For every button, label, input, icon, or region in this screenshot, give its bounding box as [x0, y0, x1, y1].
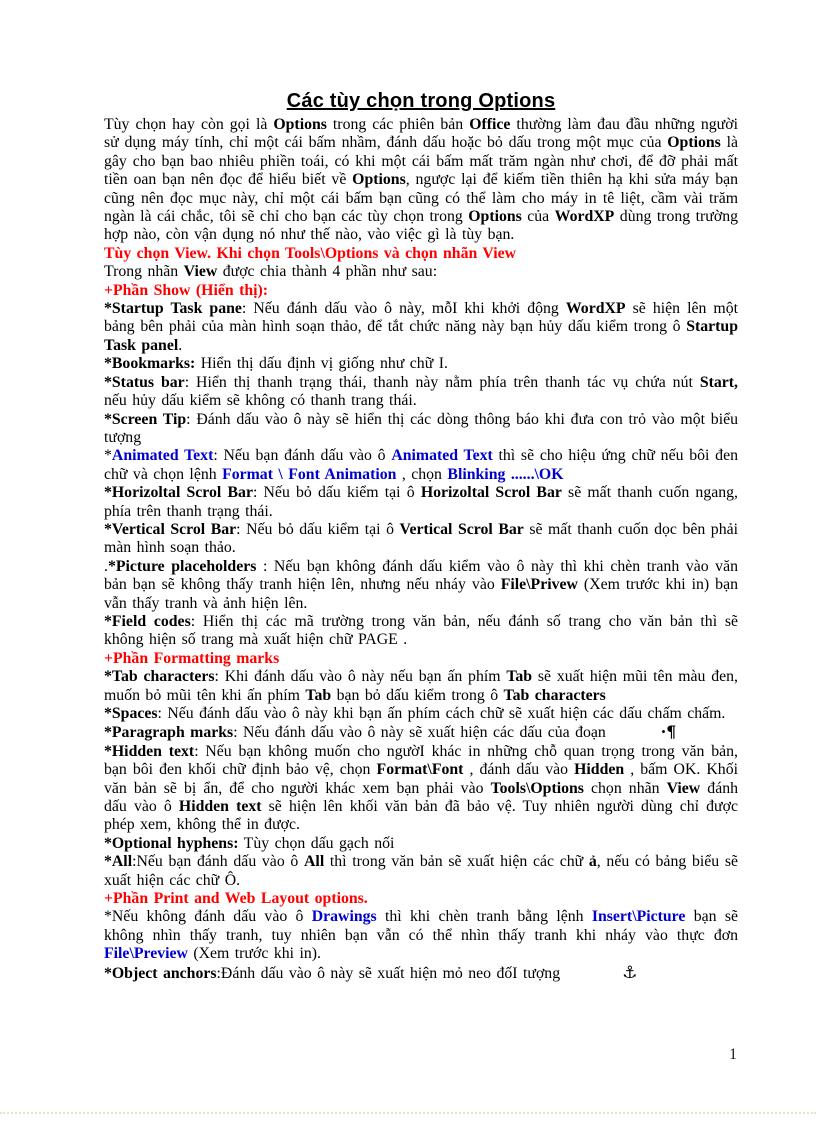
text-segment: *Screen Tip [104, 410, 187, 428]
text-segment: *Startup Task pane [104, 300, 242, 318]
text-segment: *Object anchors [104, 964, 217, 982]
page-number: 1 [729, 1046, 737, 1063]
text-segment: là gây cho bạn bao nhiêu phiền toái, có khi một cái bấm mất trăm ngàn như chơi, để đỡ phải mất tiền oan bạn nên đọc để hiểu biết về [104, 134, 738, 189]
text-segment: Horizoltal Scrol Bar [420, 484, 562, 502]
text-segment: chọn nhãn [583, 779, 667, 797]
text-segment: * [104, 447, 112, 465]
paragraph [104, 723, 738, 742]
text-segment: : Nếu bỏ dấu kiểm tại ô [252, 484, 421, 502]
text-segment: thì trong văn bản sẽ xuất hiện các chữ [324, 853, 589, 871]
text-segment: *Spaces [104, 705, 158, 722]
text-segment: Insert\Picture [591, 908, 686, 926]
text-segment: *Hidden text [104, 742, 195, 760]
paragraph [104, 245, 738, 263]
page-title: Các tùy chọn trong Options [286, 90, 556, 112]
text-segment: : Đánh dấu vào ô này sẽ hiển thị các dòng thông báo khi đưa con trỏ vào một biểu tượng [104, 410, 738, 446]
text-segment: Tools\Options [490, 779, 584, 797]
text-segment: thì khi chèn tranh bằng lệnh [376, 908, 592, 926]
text-segment: Tab [506, 668, 533, 686]
text-segment: +Phần Show (Hiển thị): [104, 281, 269, 299]
text-segment: +Phần Print and Web Layout options. [104, 890, 368, 908]
text-segment: All [304, 853, 325, 871]
text-segment: sẽ xuất hiện mũi tên màu đen, muốn bỏ mũi tên khi ấn phím [104, 668, 738, 704]
page-bottom-dotted-rule [0, 1112, 816, 1114]
text-segment: , ngược lại để kiếm tiền thiên hạ khi sửa máy bạn cũng nên đọc mục này, chỉ một cái bấm bạn cũng có thể làm cho máy in tê liệt, cầm vài trăm ngàn là cái chắc, tôi sẽ chỉ cho bạn các tùy chọn trong [104, 171, 739, 226]
text-segment: Animated Text [391, 447, 493, 465]
text-segment: *Nếu không đánh dấu vào ô [104, 908, 312, 926]
text-segment: Options [468, 208, 522, 226]
text-segment: *Horizoltal Scrol Bar [104, 484, 253, 502]
text-segment: sẽ hiện lên một bảng bên phải của màn hình soạn thảo, để tắt chức năng này bạn hủy dấu kiểm trong ô [104, 300, 738, 336]
text-segment: Animated Text [111, 447, 214, 465]
text-segment: Tùy chọn View. Khi chọn Tools\Options và chọn nhãn View [104, 244, 517, 262]
text-segment: Office [469, 116, 511, 133]
text-segment: Options [352, 171, 406, 189]
document-body [104, 116, 738, 983]
text-segment: (Xem trước khi in). [187, 945, 321, 963]
paragraph [104, 411, 738, 448]
text-segment: Options [273, 116, 327, 133]
text-segment: Trong nhãn [104, 263, 184, 281]
text-segment: thường làm đau đầu những người sử dụng máy tính, chỉ một cái bấm nhầm, đánh dấu hoặc bỏ dấu trong một mục của [104, 116, 738, 152]
paragraph [104, 521, 738, 558]
text-segment: . [178, 336, 183, 354]
text-segment: , chọn [396, 465, 448, 483]
text-segment: bạn bỏ dấu kiểm trong ô [331, 686, 504, 704]
text-segment: : Nếu bạn đánh dấu vào ô [213, 447, 392, 465]
paragraph [104, 447, 738, 484]
text-segment: *Field codes [104, 612, 191, 630]
paragraph [104, 964, 738, 983]
text-segment: WordXP [554, 208, 615, 226]
paragraph [104, 558, 738, 613]
paragraph [104, 374, 738, 411]
text-segment: *Bookmarks: [104, 355, 196, 373]
text-segment: sẽ hiện lên khối văn bản đã bảo vệ. Tuy nhiên người dùng chỉ được phép xem, không thể in được. [104, 798, 738, 834]
text-segment: Tab characters [503, 686, 606, 704]
text-segment: View [183, 263, 218, 281]
text-segment: đánh dấu vào ô [104, 779, 739, 816]
text-segment: File\Preview [104, 945, 188, 963]
text-segment: Drawings [311, 908, 377, 926]
paragraph [104, 263, 738, 281]
text-segment: WordXP [565, 300, 626, 318]
page-footer [729, 1046, 737, 1064]
text-segment: : Khi đánh dấu vào ô này nếu bạn ấn phím [214, 668, 507, 686]
text-segment: : Hiển thị thanh trạng thái, thanh này nằm phía trên thanh tác vụ chứa nút [184, 373, 700, 391]
text-segment: , đánh dấu vào [463, 761, 575, 779]
text-segment: Blinking ......\OK [447, 465, 564, 483]
text-segment: ả [588, 853, 597, 871]
text-segment: trong các phiên bản [326, 116, 470, 133]
paragraph [104, 853, 738, 890]
paragraph [104, 355, 738, 373]
text-segment: :Đánh dấu vào ô này sẽ xuất hiện mỏ neo đốI tượng [216, 964, 561, 982]
text-segment: *Status bar [104, 373, 185, 391]
text-segment: *Paragraph marks [104, 724, 234, 742]
text-segment: Format\Font [376, 761, 464, 779]
text-segment: : Hiển thị các mã trường trong văn bản, nếu đánh số trang cho văn bản thì sẽ không hiện số trang mà xuất hiện chữ PAGE . [104, 612, 738, 649]
text-segment: Tùy chọn dấu gạch nối [238, 834, 395, 852]
text-segment: :Nếu bạn đánh dấu vào ô [132, 853, 305, 871]
text-segment: Start, [699, 373, 739, 391]
text-segment: : Nếu bỏ dấu kiểm tại ô [236, 520, 400, 538]
text-segment: Options [667, 134, 721, 152]
text-segment: *Tab characters [104, 668, 215, 686]
anchor-icon: ⚓ [622, 962, 638, 983]
paragraph [104, 282, 738, 300]
paragraph [104, 835, 738, 853]
text-segment: File\Privew [500, 576, 578, 594]
paragraph [104, 300, 738, 355]
text-segment: nếu hủy dấu kiểm sẽ không có thanh trang thái. [104, 392, 417, 410]
text-segment: Hiển thị dấu định vị giống như chữ I. [195, 355, 448, 373]
paragraph [104, 890, 738, 908]
text-segment: sẽ mất thanh cuốn dọc bên phải màn hình soạn thảo. [104, 520, 739, 557]
text-segment: +Phần Formatting marks [104, 649, 280, 667]
text-segment: View [666, 779, 701, 797]
text-segment: thì sẽ cho hiệu ứng chữ nếu bôi đen chữ và chọn lệnh [104, 447, 738, 483]
text-segment: *Vertical Scrol Bar [104, 520, 237, 538]
text-segment: : Nếu bạn không muốn cho ngườI khác in những chỗ quan trọng trong văn bản, bạn bôi đen khối chữ định bảo vệ, chọn [104, 742, 739, 779]
text-segment: bạn sẽ không nhìn thấy tranh, tuy nhiên bạn vẫn có thể nhìn thấy tranh khi nháy vào thực đơn [104, 908, 738, 944]
text-segment: dùng trong trường hợp nào, còn vận dụng nó như thế nào, vào việc gì là tùy bạn. [104, 208, 738, 244]
text-segment: (Xem trước khi in) bạn vẫn thấy tranh và ảnh hiện lên. [104, 576, 738, 612]
paragraph [104, 484, 738, 521]
text-segment: : Nếu đánh dấu vào ô này, mỗI khi khởi động [241, 300, 566, 318]
text-segment: Hidden [574, 761, 625, 779]
text-segment: *Picture placeholders [107, 557, 257, 575]
pilcrow-icon: ·¶ [660, 722, 677, 742]
text-segment: . [104, 557, 108, 575]
text-segment: : Nếu đánh dấu vào ô này khi bạn ấn phím cách chữ sẽ xuất hiện các dấu chấm chấm. [157, 705, 726, 722]
text-segment: *Optional hyphens: [104, 834, 239, 852]
text-segment: : Nếu bạn không đánh dấu kiểm vào ô này thì khi chèn tranh vào văn bản bạn sẽ không thấy tranh hiện lên, nhưng nếu nháy vào [104, 557, 738, 594]
paragraph [104, 705, 738, 723]
text-segment: Tab [305, 686, 332, 704]
text-segment: , bấm OK. Khối văn bản sẽ bị ẩn, để cho người khác xem bạn phải vào [104, 761, 738, 797]
text-segment: Format \ Font Animation [222, 465, 397, 483]
paragraph [104, 908, 738, 963]
text-segment: Tùy chọn hay còn gọi là [104, 116, 274, 133]
text-segment: : Nếu đánh dấu vào ô này sẽ xuất hiện các dấu của đoạn [233, 724, 606, 742]
text-segment: Vertical Scrol Bar [399, 520, 524, 538]
text-segment: , nếu có bảng biểu sẽ xuất hiện các chữ Ô. [104, 853, 738, 889]
text-segment: sẽ mất thanh cuốn ngang, phía trên thanh trạng thái. [104, 484, 738, 520]
paragraph [104, 650, 738, 668]
text-segment: của [521, 208, 555, 226]
paragraph [104, 116, 738, 245]
text-segment: Startup Task panel [104, 318, 738, 354]
paragraph [104, 668, 738, 705]
text-segment: được chia thành 4 phần như sau: [217, 263, 438, 281]
text-segment: *All [104, 853, 133, 871]
paragraph [104, 613, 738, 650]
document-content [104, 90, 738, 983]
text-segment: Hidden text [178, 798, 262, 816]
paragraph [104, 743, 738, 835]
